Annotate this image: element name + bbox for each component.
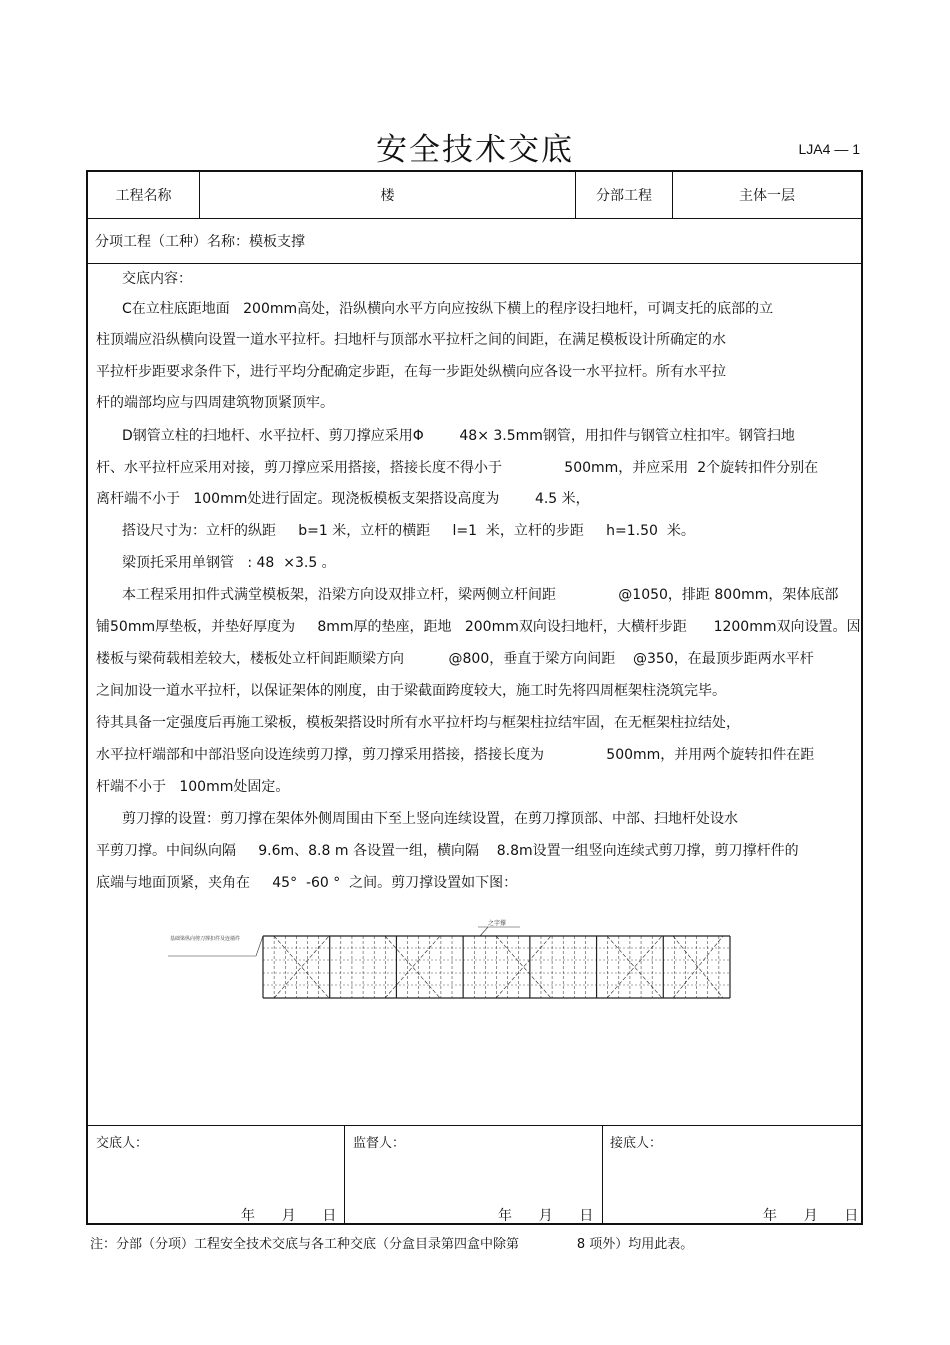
supervisor-date: 年 月 日 — [498, 1208, 594, 1224]
content-line: 平剪刀撑。中间纵向隔 9.6m、8.8 m 各设置一组，横向隔 8.8m设置一组竖向连续式剪刀撑，剪刀撑杆件的 — [96, 843, 799, 859]
content-line: 楼板与梁荷载相差较大，楼板处立杆间距顺梁方向 @800，垂直于梁方向间距 @350，在最顶步距两水平杆 — [96, 651, 814, 667]
content-line: 平拉杆步距要求条件下，进行平均分配确定步距，在每一步距处纵横向应各设一水平拉杆。所有水平拉 — [96, 364, 726, 380]
project-name-value: 楼 — [380, 188, 395, 204]
receiver-date: 年 月 日 — [763, 1208, 859, 1224]
content-line: 杆的端部均应与四周建筑物顶紧顶牢。 — [96, 395, 334, 411]
scissor-brace-diagram — [168, 912, 768, 1016]
content-line: 铺50mm厚垫板，并垫好厚度为 8mm厚的垫座，距地 200mm双向设扫地杆，大横杆步距 1200mm双向设置。因 — [96, 619, 861, 635]
division-label: 分部工程 — [596, 188, 652, 204]
content-line: 本工程采用扣件式满堂模板架，沿梁方向设双排立杆，梁两侧立杆间距 @1050，排距 800mm，架体底部 — [122, 587, 839, 603]
receiver-label: 接底人： — [610, 1136, 663, 1151]
footer-note: 注：分部（分项）工程安全技术交底与各工种交底（分盒目录第四盒中除第 8 项外）均用此表。 — [90, 1237, 694, 1252]
handover-person-label: 交底人： — [96, 1136, 149, 1151]
form-code: LJA4 — 1 — [798, 141, 860, 157]
content-line: 杆、水平拉杆应采用对接，剪刀撑应采用搭接，搭接长度不得小于 500mm，并应采用 2个旋转扣件分别在 — [96, 460, 819, 476]
content-line: 杆端不小于 100mm处固定。 — [96, 779, 290, 795]
content-line: C在立柱底距地面 200mm高处，沿纵横向水平方向应按纵下横上的程序设扫地杆，可调支托的底部的立 — [122, 301, 774, 317]
content-line: 待其具备一定强度后再施工梁板，模板架搭设时所有水平拉杆均与框架柱拉结牢固，在无框架柱拉结处， — [96, 715, 740, 731]
divider — [88, 1125, 861, 1126]
scaffold-elevation-drawing — [168, 912, 768, 1012]
leader-line — [256, 936, 263, 956]
content-line: D钢管立柱的扫地杆、水平拉杆、剪刀撑应采用Φ 48× 3.5mm钢管，用扣件与钢管立柱扣牢。钢管扫地 — [122, 428, 795, 444]
content-line: 搭设尺寸为：立杆的纵距 b=1 米，立杆的横距 l=1 米，立杆的步距 h=1.50 米。 — [122, 523, 695, 539]
content-line: 剪刀撑的设置：剪刀撑在架体外侧周围由下至上竖向连续设置，在剪刀撑顶部、中部、扫地杆处设水 — [122, 811, 738, 827]
divider — [602, 1125, 603, 1225]
content-line: 水平拉杆端部和中部沿竖向设连续剪刀撑，剪刀撑采用搭接，搭接长度为 500mm，并用两个旋转扣件在距 — [96, 747, 815, 763]
content-line: 离杆端不小于 100mm处进行固定。现浇板模板支架搭设高度为 4.5 米， — [96, 491, 590, 507]
content-line: 底端与地面顶紧，夹角在 45° -60 ° 之间。剪刀撑设置如下图： — [96, 875, 518, 891]
leader-line — [480, 927, 488, 936]
scaffold-grid — [263, 936, 730, 998]
divider — [88, 263, 861, 264]
disclosure-table — [86, 170, 863, 1225]
content-line: 梁顶托采用单钢管 : 48 ×3.5 。 — [122, 555, 336, 571]
content-line: 之间加设一道水平拉杆，以保证架体的刚度，由于梁截面跨度较大，施工时先将四周框架柱浇筑完毕。 — [96, 683, 726, 699]
supervisor-label: 监督人： — [353, 1136, 406, 1151]
division-value: 主体一层 — [739, 188, 795, 204]
divider — [344, 1125, 345, 1225]
content-line: 柱顶端应沿纵横向设置一道水平拉杆。扫地杆与顶部水平拉杆之间的间距，在满足模板设计所确定的水 — [96, 332, 726, 348]
content-line: 交底内容： — [122, 271, 192, 287]
document-title: 安全技术交底 — [376, 132, 574, 168]
diagram-annotation-left: 基础梁纵向剪刀撑扣件及连墙件 — [170, 936, 241, 942]
diagram-annotation-top: 之字撑 — [488, 920, 507, 927]
project-name-label: 工程名称 — [115, 188, 172, 204]
subitem-name: 分项工程（工种）名称：模板支撑 — [95, 234, 305, 250]
handover-date: 年 月 日 — [241, 1208, 337, 1224]
